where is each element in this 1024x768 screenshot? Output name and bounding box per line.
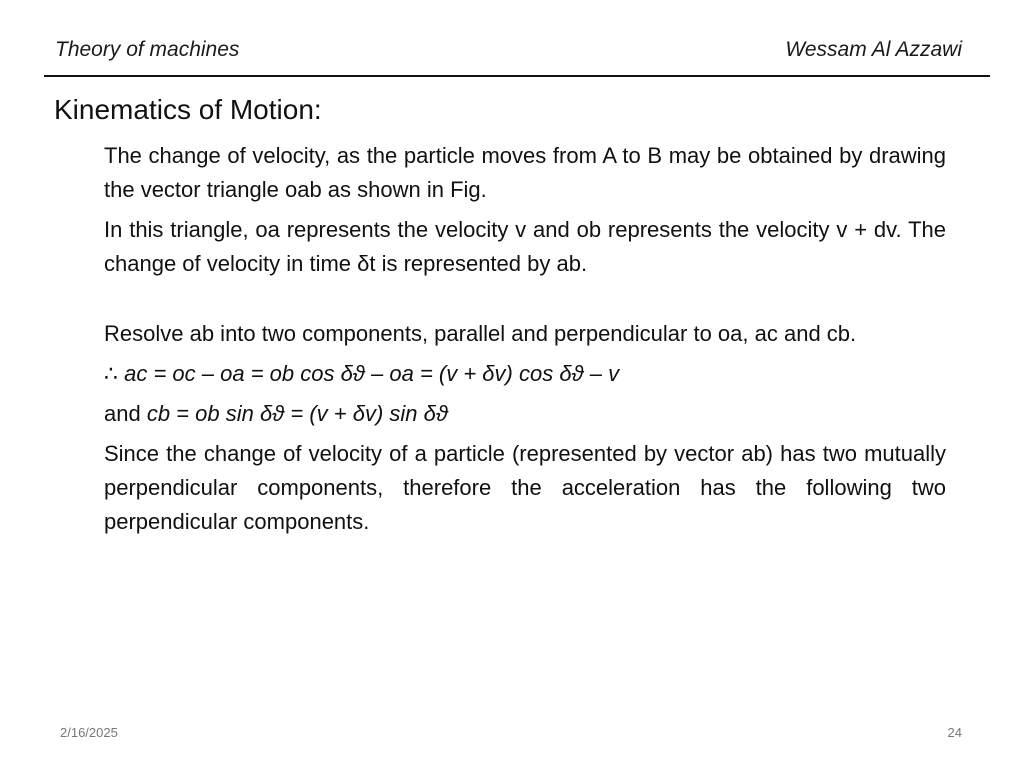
- paragraph-triangle: In this triangle, oa represents the velocity v and ob represents the velocity v + dv. The change of velocity in time δt is represented by ab.: [104, 217, 946, 276]
- header-divider: [44, 75, 990, 77]
- equation-cb-prefix: and: [104, 401, 147, 426]
- paragraph-velocity-change: The change of velocity, as the particle moves from A to B may be obtained by drawing the vector triangle oab as shown in Fig.: [104, 143, 946, 202]
- equation-cb-text: cb = ob sin δϑ = (v + δv) sin δϑ: [146, 401, 448, 426]
- equation-ac-text: ac = oc – oa = ob cos δϑ – oa = (v + δv) cos δϑ – v: [124, 361, 620, 386]
- therefore-symbol: ∴: [104, 361, 125, 386]
- slide-heading: Kinematics of Motion:: [54, 94, 322, 125]
- equation-ac: [104, 357, 946, 391]
- paragraph-acceleration: Since the change of velocity of a particle (represented by vector ab) has two mutually perpendicular components, therefore the acceleration has the following two perpendicular components.: [104, 441, 946, 534]
- course-title: Theory of machines: [55, 38, 240, 61]
- equation-cb: [104, 397, 946, 431]
- slide-body: [104, 139, 946, 545]
- paragraph-resolve: Resolve ab into two components, parallel and perpendicular to oa, ac and cb.: [104, 321, 857, 346]
- author-name: Wessam Al Azzawi: [785, 38, 962, 61]
- page-number: 24: [947, 725, 962, 740]
- footer-date: 2/16/2025: [60, 725, 118, 740]
